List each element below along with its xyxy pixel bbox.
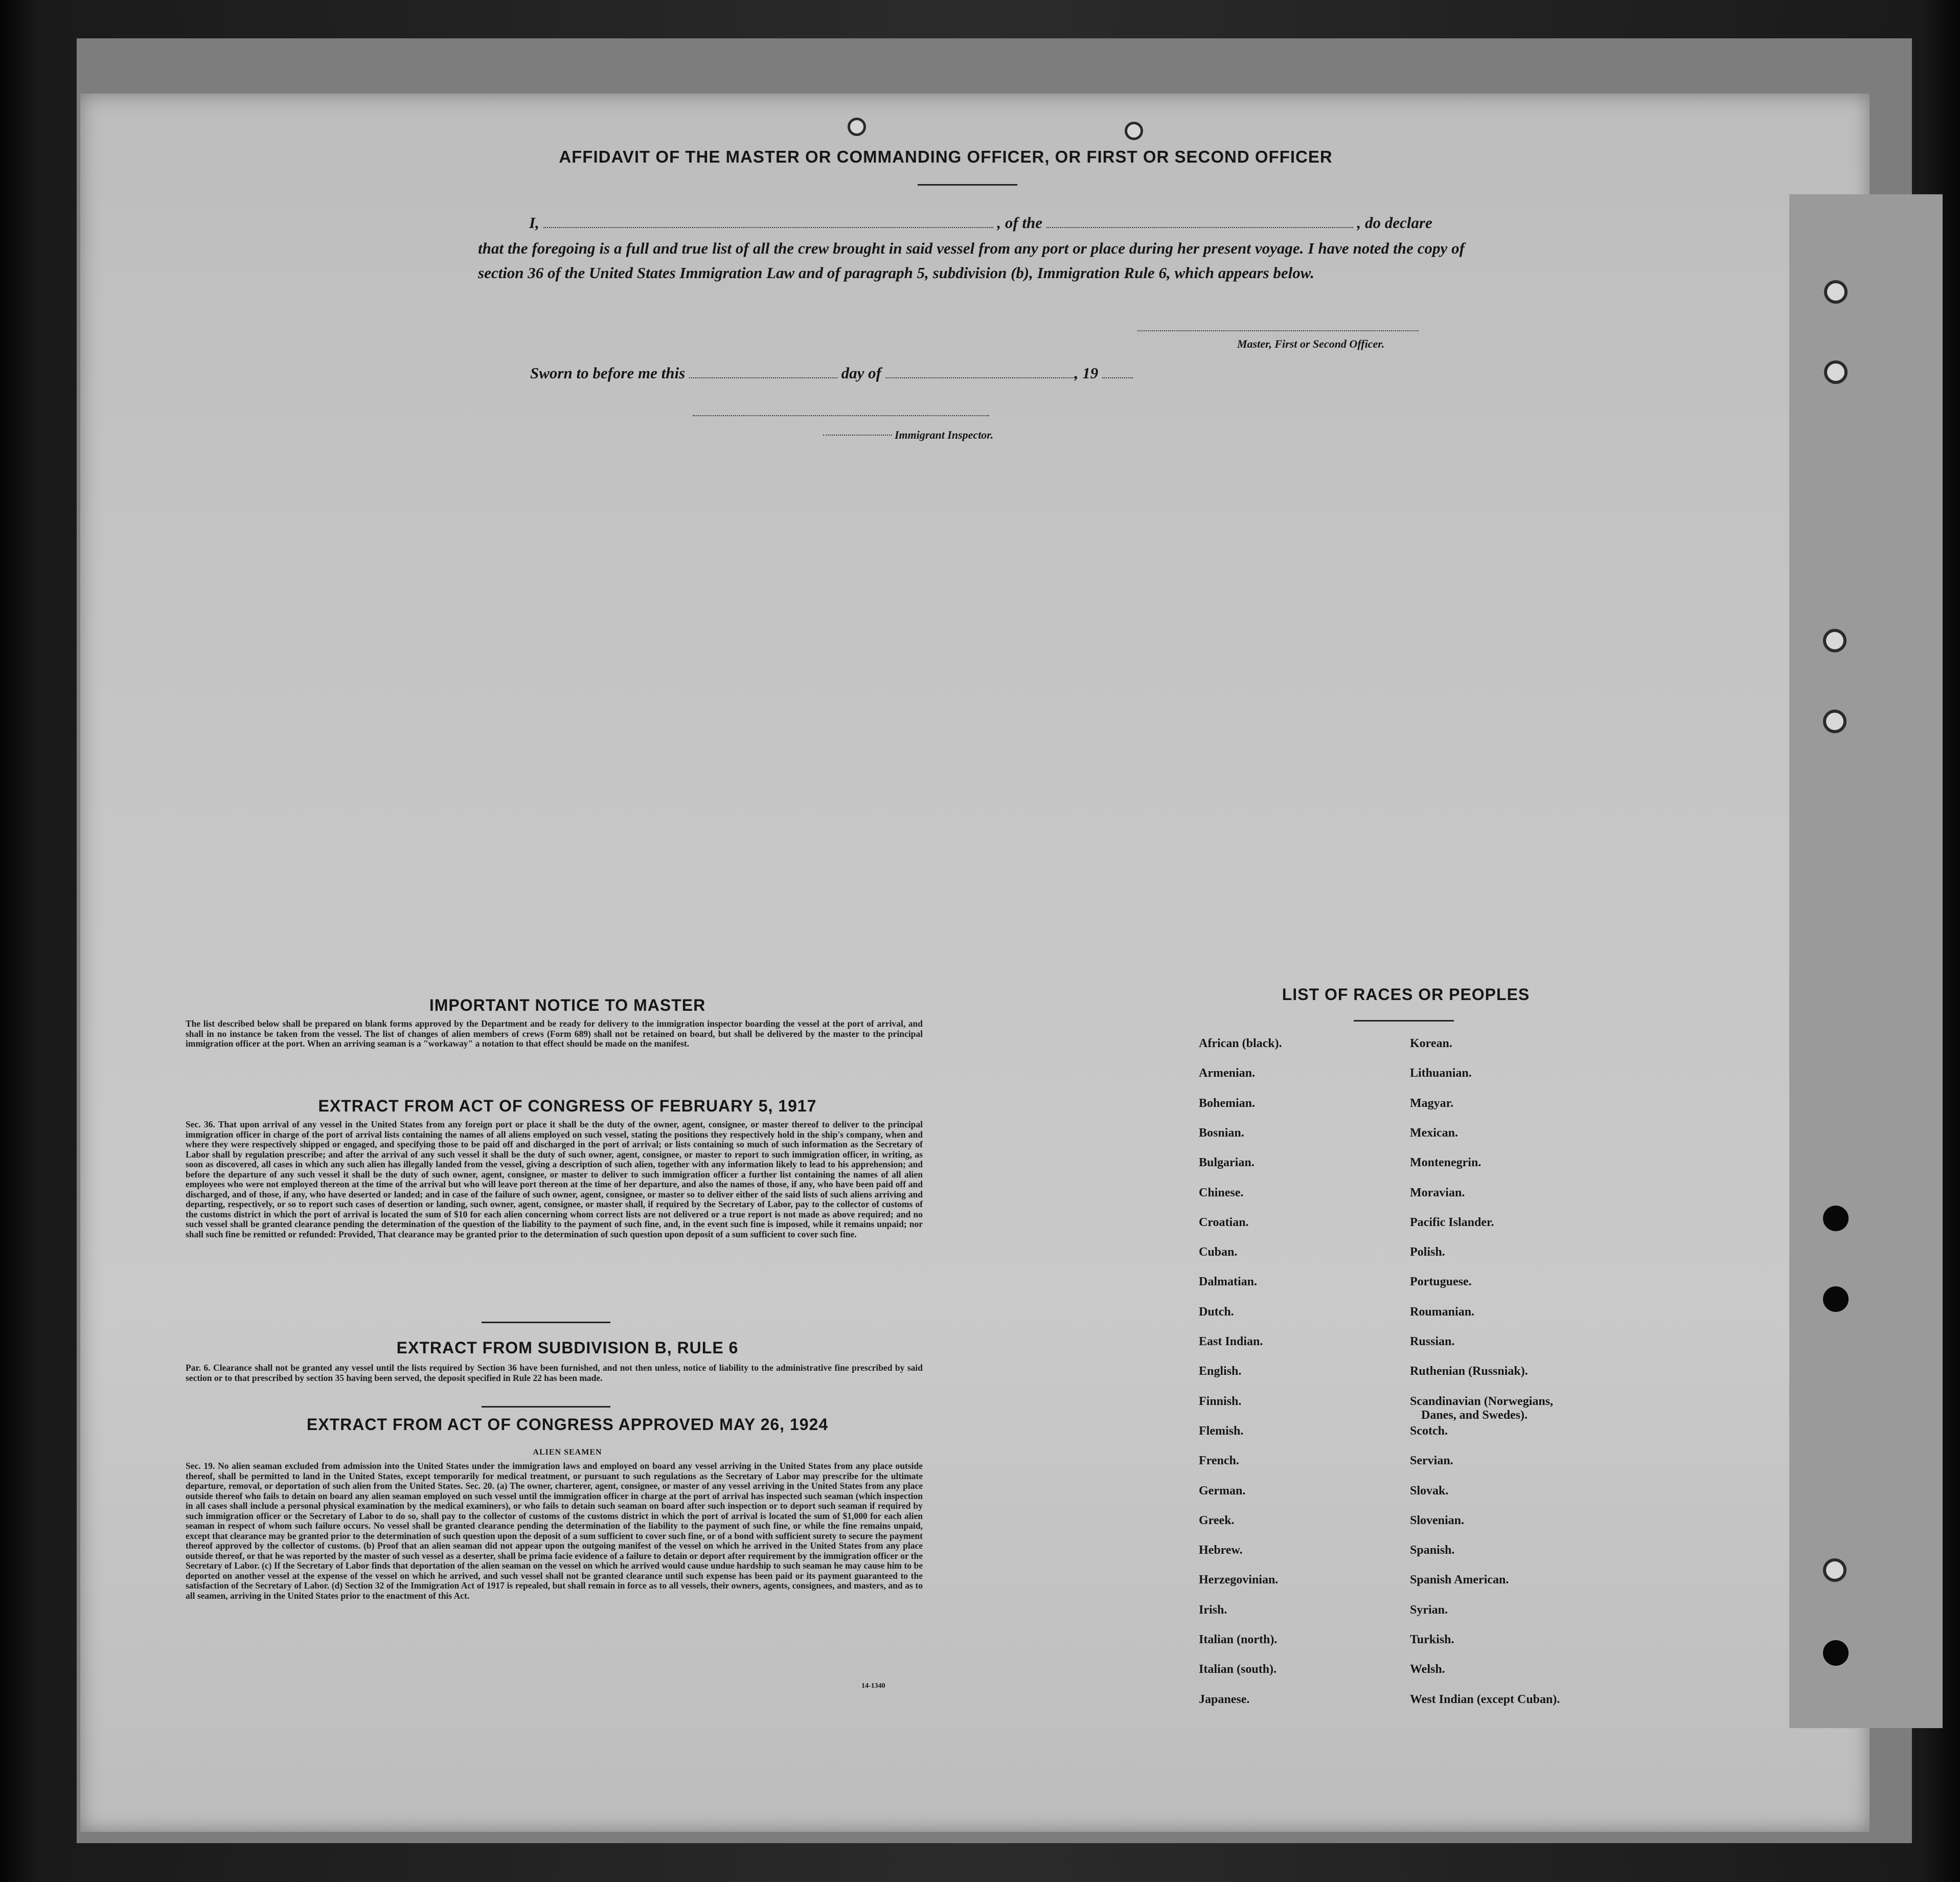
race-item: Magyar. bbox=[1410, 1096, 1454, 1110]
punch-hole bbox=[1823, 710, 1847, 733]
race-item: Croatian. bbox=[1199, 1215, 1249, 1229]
punch-hole bbox=[1823, 1206, 1849, 1231]
race-item: Spanish. bbox=[1410, 1544, 1455, 1557]
notice-title: IMPORTANT NOTICE TO MASTER bbox=[429, 996, 706, 1014]
underlying-page-strip bbox=[1789, 194, 1943, 1728]
punch-hole bbox=[1823, 1640, 1849, 1666]
sworn-day-of: day of bbox=[841, 364, 881, 382]
section-divider bbox=[482, 1406, 610, 1408]
race-item: Syrian. bbox=[1410, 1603, 1448, 1617]
extract-rule6-body: Par. 6. Clearance shall not be granted any vessel until the lists required by Section 36 have been furnished, and not then unless, notice of liability to the administrative fine prescribed by said section or to that prescribed by section 35 having been served, the deposit specified in Rule 22 has been made. bbox=[186, 1363, 923, 1383]
inspector-signature-blank bbox=[693, 415, 989, 416]
race-item: Irish. bbox=[1199, 1603, 1227, 1617]
extract-rule6-title: EXTRACT FROM SUBDIVISION B, RULE 6 bbox=[396, 1339, 739, 1357]
extract-1917-title: EXTRACT FROM ACT OF CONGRESS OF FEBRUARY 5, 1917 bbox=[318, 1097, 817, 1115]
declaration-i: I, bbox=[529, 214, 539, 232]
race-item: Ruthenian (Russniak). bbox=[1410, 1365, 1528, 1378]
race-item: Hebrew. bbox=[1199, 1544, 1243, 1557]
day-blank bbox=[689, 377, 837, 378]
race-item: Cuban. bbox=[1199, 1245, 1238, 1259]
inspector-label: Immigrant Inspector. bbox=[895, 428, 994, 441]
race-item: Spanish American. bbox=[1410, 1573, 1509, 1587]
title-divider bbox=[918, 184, 1017, 186]
sworn-text: Sworn to before me this bbox=[530, 364, 686, 382]
race-item: Slovenian. bbox=[1410, 1513, 1465, 1527]
race-item: Roumanian. bbox=[1410, 1305, 1475, 1319]
extract-1924-body: Sec. 19. No alien seaman excluded from admission into the United States under the immigration laws and employed on board any vessel arriving in the United States from any place outside thereof, shall be permitted to land in the United States, except temporarily for medical treatment, or pursuant to such regulations as the Secretary of Labor may prescribe for the ultimate departure, removal, or deportation of such alien from the United States. Sec. 20. (a) The owner, charterer, agent, consignee, or master of any vessel arriving in the United States from any place outside thereof who fails to detain on board any alien seaman employed on such vessel until the immigration officer in charge at the port of arrival has inspected such seaman (which inspection in all cases shall include a personal physical examination by the medical examiners), or who fails to detain such seaman on board after such inspection or to deport such seaman if required by such immigration officer or the Secretary of Labor to do so, shall pay to the collector of customs of the customs district in which the port of arrival is located the sum of $1,000 for each alien seaman in respect of whom such failure occurs. No vessel shall be granted clearance pending the determination of the liability to the payment of such fine, or while the fine remains unpaid, except that clearance may be granted prior to the determination of such question upon the deposit of a sum sufficient to cover such fine, or of a bond with sufficient surety to secure the payment thereof approved by the collector of customs. (b) Proof that an alien seaman did not appear upon the outgoing manifest of the vessel on which he arrived in the United States from any place outside thereof, or that he was reported by the master of such vessel as a deserter, shall be prima facie evidence of a failure to detain or deport after requirement by the immigration officer or the Secretary of Labor. (c) If the Secretary of Labor finds that deportation of the alien seaman on the vessel on which he arrived would cause undue hardship to such seaman he may cause him to be deported on another vessel at the expense of the vessel on which he arrived, and such vessel shall not be granted clearance until such expense has been paid or its payment guaranteed to the satisfaction of the Secretary of Labor. (d) Section 32 of the Immigration Act of 1917 is repealed, but shall remain in force as to all vessels, their owners, agents, consignees, and masters, and as to all seamen, arriving in the United States prior to the enactment of this Act. bbox=[186, 1461, 923, 1601]
races-title: LIST OF RACES OR PEOPLES bbox=[1282, 985, 1530, 1004]
declaration-declare: , do declare bbox=[1357, 214, 1432, 232]
race-item: Greek. bbox=[1199, 1513, 1235, 1527]
notice-body: The list described below shall be prepared on blank forms approved by the Department and be ready for delivery to the immigration inspector boarding the vessel at the port of arrival, and shall in no instance be taken from the vessel. The list of changes of alien members of crews (Form 689) shall not be retained on board, but shall be delivered by the master to the principal immigration officer at the port. When an arriving seaman is a "workaway" a notation to that effect should be made on the manifest. bbox=[186, 1018, 923, 1049]
race-item: Lithuanian. bbox=[1410, 1067, 1472, 1080]
punch-hole bbox=[1824, 280, 1848, 304]
race-item: Russian. bbox=[1410, 1335, 1455, 1348]
punch-hole bbox=[1823, 1558, 1847, 1582]
race-item: Mexican. bbox=[1410, 1126, 1458, 1140]
affidavit-title: AFFIDAVIT OF THE MASTER OR COMMANDING OFFICER, OR FIRST OR SECOND OFFICER bbox=[559, 147, 1333, 166]
race-item: Italian (south). bbox=[1199, 1663, 1277, 1676]
inspector-dot-leader bbox=[823, 435, 892, 436]
signature-label: Master, First or Second Officer. bbox=[1237, 337, 1385, 350]
race-item: Turkish. bbox=[1410, 1633, 1454, 1646]
punch-hole bbox=[1823, 629, 1847, 652]
race-item: Dalmatian. bbox=[1199, 1275, 1257, 1289]
race-item: German. bbox=[1199, 1484, 1246, 1498]
race-item: East Indian. bbox=[1199, 1335, 1263, 1348]
race-item: Moravian. bbox=[1410, 1186, 1465, 1199]
race-item: African (black). bbox=[1199, 1037, 1282, 1050]
race-item: Armenian. bbox=[1199, 1067, 1255, 1080]
section-divider bbox=[482, 1322, 610, 1323]
race-item: Slovak. bbox=[1410, 1484, 1449, 1498]
declaration-of-the: , of the bbox=[997, 214, 1043, 232]
affidavit-paragraph: that the foregoing is a full and true list of all the crew brought in said vessel from any port or place during her present voyage. I have noted the copy of section 36 of the United States Immigration Law and of paragraph 5, subdivision (b), Immigration Rule 6, which appears below. bbox=[478, 239, 1465, 282]
punch-hole bbox=[1125, 122, 1143, 140]
sworn-line bbox=[530, 364, 1133, 382]
race-item: Scotch. bbox=[1410, 1424, 1448, 1438]
month-blank bbox=[885, 377, 1075, 378]
race-item: Montenegrin. bbox=[1410, 1156, 1482, 1170]
race-item: Japanese. bbox=[1199, 1692, 1250, 1706]
race-item: Flemish. bbox=[1199, 1424, 1244, 1438]
officer-name-blank bbox=[543, 227, 993, 228]
punch-hole bbox=[848, 118, 866, 136]
race-item: Danes, and Swedes). bbox=[1421, 1408, 1528, 1422]
race-item: Portuguese. bbox=[1410, 1275, 1472, 1289]
race-item: West Indian (except Cuban). bbox=[1410, 1692, 1560, 1706]
race-item: Korean. bbox=[1410, 1037, 1452, 1050]
race-item: Bosnian. bbox=[1199, 1126, 1244, 1140]
race-item: Herzegovinian. bbox=[1199, 1573, 1279, 1587]
race-item: Italian (north). bbox=[1199, 1633, 1278, 1646]
extract-1917-body: Sec. 36. That upon arrival of any vessel in the United States from any foreign port or place it shall be the duty of the owner, agent, consignee, or master thereof to deliver to the principal immigration officer in charge of the port of arrival lists containing the names of all aliens employed on such vessel, stating the positions they respectively hold in the ship's company, when and where they were respectively shipped or engaged, and specifying those to be paid off and discharged in the port of arrival; or lists containing so much of such information as the Secretary of Labor shall by regulation prescribe; and after the arrival of any such vessel it shall be the duty of such owner, agent, consignee, or master to report to such immigration officer, in writing, as soon as discovered, all cases in which any such alien has illegally landed from the vessel, giving a description of such alien, together with any information likely to lead to his apprehension; and before the departure of any such vessel it shall be the duty of such owner, agent, consignee, or master to deliver to such immigration officer a further list containing the names of all alien employees who were not employed thereon at the time of the arrival but who will leave port thereon at the time of her departure, and also the names of those, if any, who have been paid off and discharged, and of those, if any, who have deserted or landed; and in case of the failure of such owner, agent, consignee, or master so to deliver either of the said lists of such aliens arriving and departing, respectively, or so to report such cases of desertion or landing, such owner, agent, consignee, or master shall, if required by the Secretary of Labor, pay to the collector of customs of the customs district in which the port of arrival is located the sum of $10 for each alien concerning whom correct lists are not delivered or a true report is not made as above required; and no such vessel shall be granted clearance pending the determination of the question of the liability to the payment of such fine, and, in the event such fine is imposed, while it remains unpaid; nor shall such fine be remitted or refunded: Provided, That clearance may be granted prior to the determination of such question upon deposit of a sum sufficient to cover such fine. bbox=[186, 1119, 923, 1239]
vessel-name-blank bbox=[1046, 227, 1353, 228]
race-item: Servian. bbox=[1410, 1454, 1453, 1468]
punch-hole bbox=[1824, 360, 1848, 384]
race-item: Bohemian. bbox=[1199, 1096, 1256, 1110]
affidavit-declaration-line bbox=[529, 214, 1432, 232]
race-item: Dutch. bbox=[1199, 1305, 1234, 1319]
extract-1924-subtitle: ALIEN SEAMEN bbox=[533, 1448, 602, 1457]
form-number: 14-1340 bbox=[861, 1682, 885, 1690]
sworn-year: , 19 bbox=[1074, 364, 1099, 382]
race-item: Bulgarian. bbox=[1199, 1156, 1255, 1170]
punch-hole bbox=[1823, 1286, 1849, 1312]
race-item: English. bbox=[1199, 1365, 1242, 1378]
race-item: Chinese. bbox=[1199, 1186, 1244, 1199]
extract-1924-title: EXTRACT FROM ACT OF CONGRESS APPROVED MAY 26, 1924 bbox=[306, 1415, 829, 1434]
signature-blank bbox=[1137, 330, 1419, 331]
race-item: French. bbox=[1199, 1454, 1239, 1468]
race-item: Pacific Islander. bbox=[1410, 1215, 1494, 1229]
year-blank bbox=[1102, 377, 1133, 378]
race-item: Finnish. bbox=[1199, 1394, 1242, 1408]
race-item: Scandinavian (Norwegians, bbox=[1410, 1394, 1554, 1408]
race-item: Polish. bbox=[1410, 1245, 1445, 1259]
race-item: Welsh. bbox=[1410, 1663, 1445, 1676]
races-divider bbox=[1354, 1020, 1454, 1022]
